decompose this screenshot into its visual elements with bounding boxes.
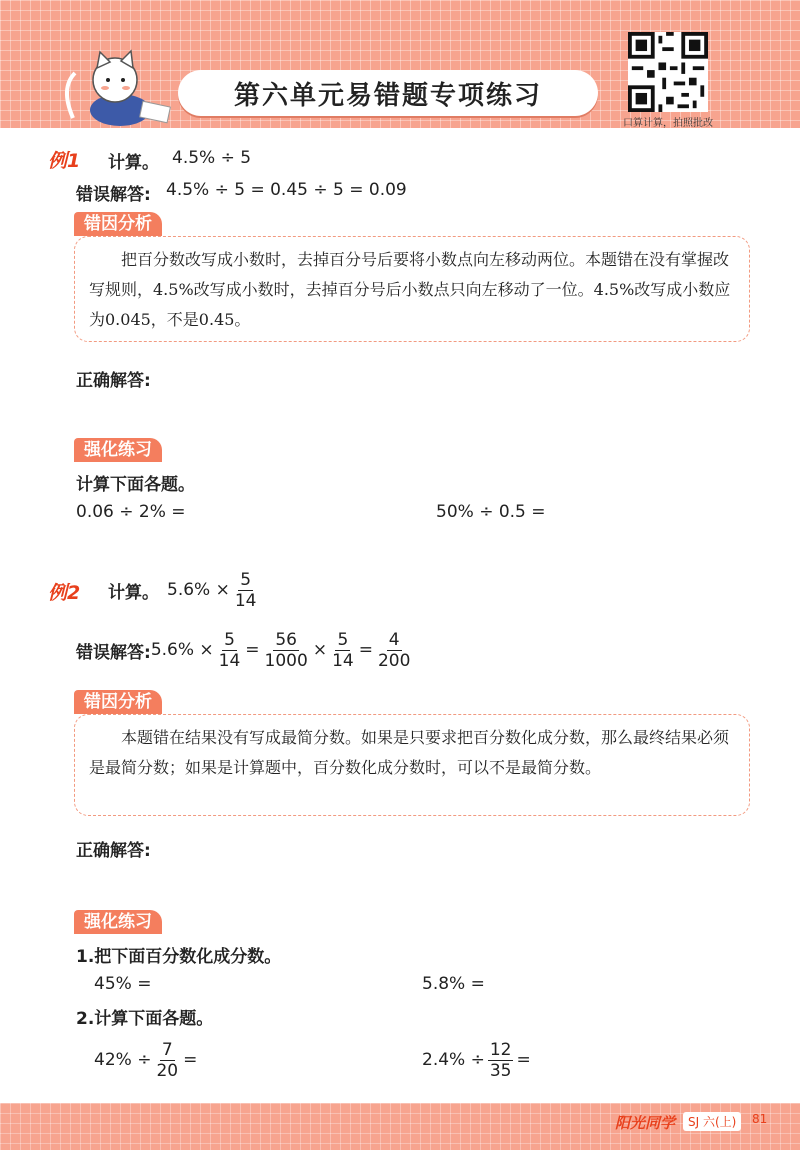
fraction-denominator: 14 (332, 650, 354, 671)
fraction-denominator: 200 (377, 650, 411, 671)
footer-brand: 阳光同学 (615, 1114, 676, 1132)
fraction-denominator: 35 (489, 1060, 512, 1081)
fraction-numerator: 5 (224, 629, 235, 650)
example2-expr-prefix: 5.6% × (167, 580, 230, 600)
example2-label: 例2 (48, 582, 81, 604)
example1-prompt: 计算。 (108, 153, 159, 173)
equals: = (183, 1050, 198, 1070)
example1-wrong-label: 错误解答: (76, 185, 151, 205)
cat-mascot-icon (55, 48, 175, 128)
question-2 (76, 1004, 213, 1029)
page-number: 81 (752, 1112, 768, 1126)
example1-practice-item-1: 0.06 ÷ 2% = (76, 502, 186, 522)
fraction-numerator: 5 (240, 569, 252, 590)
fraction-numerator: 4 (388, 629, 400, 650)
example2-analysis-box: 本题错在结果没有写成最简分数。如果是只要求把百分数化成分数，那么最终结果必须是最简分数；如果是计算题中，百分数化成分数时，可以不是最简分数。 (74, 714, 750, 816)
example2-practice-tag: 强化练习 (74, 910, 162, 934)
example2-wrong-label: 错误解答: (76, 642, 151, 663)
fraction (154, 1040, 180, 1081)
qr-code-icon[interactable] (628, 32, 708, 112)
wrong-prefix: 5.6% × (150, 640, 214, 660)
question-number: 2 (76, 1009, 88, 1029)
example1-correct-label: 正确解答: (76, 371, 151, 391)
example1-expression: 4.5% ÷ 5 (172, 148, 252, 168)
example2-correct-label: 正确解答: (76, 841, 151, 861)
footer-banner (0, 1103, 800, 1150)
fraction-denominator: 14 (234, 590, 257, 611)
equals: = (358, 640, 373, 660)
page-title: 第六单元易错题专项练习 (233, 80, 542, 111)
q1-item-1: 45% = (94, 974, 152, 994)
q2a-prefix: 42% ÷ (94, 1050, 152, 1070)
example1-analysis-tag: 错因分析 (74, 212, 162, 236)
example2-prompt: 计算。 (108, 582, 159, 603)
example1-practice-tag: 强化练习 (74, 438, 162, 462)
equals: = (245, 640, 260, 660)
fraction-numerator: 7 (161, 1039, 173, 1060)
fraction-numerator: 12 (489, 1039, 512, 1060)
example1-practice-item-2: 50% ÷ 0.5 = (436, 502, 546, 522)
q2-item-2 (422, 1036, 531, 1084)
example1-wrong-answer: 4.5% ÷ 5 = 0.45 ÷ 5 = 0.09 (166, 180, 407, 200)
fraction-numerator: 56 (275, 629, 297, 650)
fraction (376, 630, 412, 671)
example2-wrong-answer (76, 626, 415, 674)
fraction (263, 630, 310, 671)
question-1 (76, 942, 281, 967)
question-number: 1 (76, 947, 88, 967)
fraction-numerator: 5 (337, 629, 349, 650)
fraction (330, 630, 356, 671)
fraction-denominator: 1000 (264, 650, 308, 671)
fraction (233, 570, 259, 611)
question-text: .计算下面各题。 (87, 1009, 214, 1029)
fraction-denominator: 20 (156, 1060, 179, 1081)
fraction (488, 1040, 514, 1081)
qr-caption: 口算计算，拍照批改 (623, 118, 713, 129)
example1-analysis-box: 把百分数改写成小数时，去掉百分号后要将小数点向左移动两位。本题错在没有掌握改写规则，4.5%改写成小数时，去掉百分号后小数点只向左移动了一位。4.5%改写成小数应为0.045，不是0.45。 (74, 236, 750, 342)
question-text: .把下面百分数化成分数。 (87, 947, 282, 967)
fraction-denominator: 14 (218, 650, 241, 671)
equals: = (516, 1050, 531, 1070)
example2-analysis-tag: 错因分析 (74, 690, 162, 714)
example1-label: 例1 (48, 150, 81, 172)
q2-item-1 (94, 1036, 197, 1084)
q1-item-2: 5.8% = (422, 974, 485, 994)
footer-grade: SJ 六(上) (683, 1112, 741, 1131)
example2-question (108, 566, 261, 614)
title-bar (178, 70, 598, 116)
fraction (217, 630, 243, 671)
q2b-prefix: 2.4% ÷ (422, 1050, 485, 1070)
times: × (312, 640, 328, 660)
example1-practice-prompt: 计算下面各题。 (76, 475, 195, 495)
